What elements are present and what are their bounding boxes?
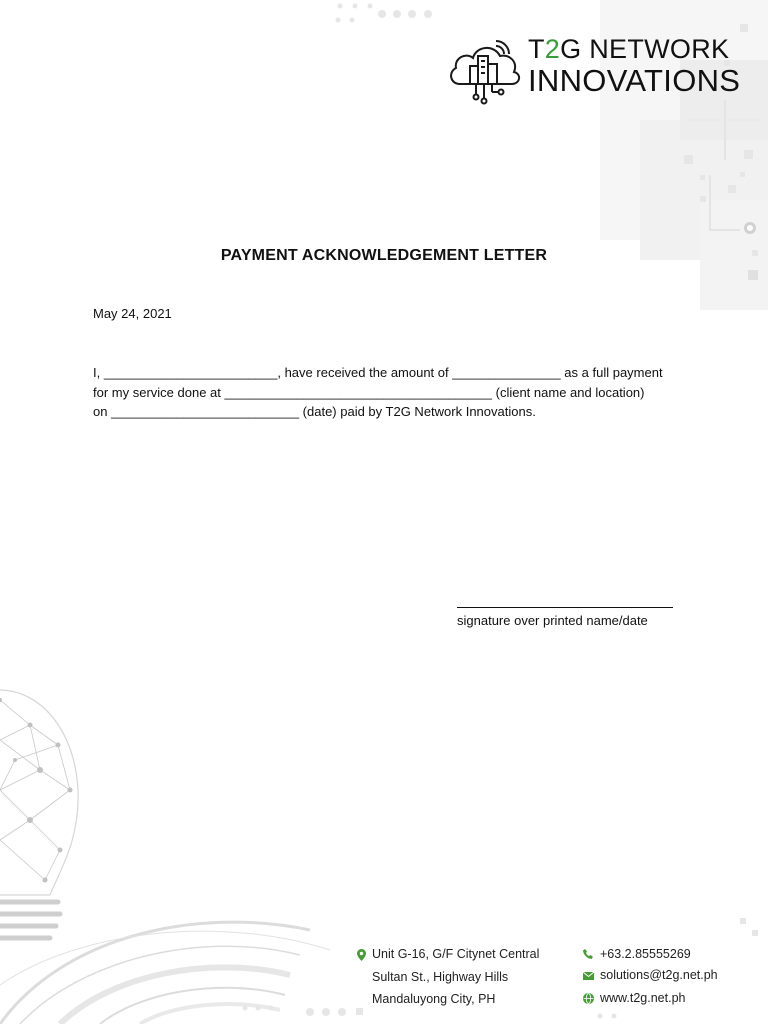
letter-title: PAYMENT ACKNOWLEDGEMENT LETTER [220,247,548,264]
company-name-line2: INNOVATIONS [528,63,741,98]
company-name-line1: T2G NETWORK [528,34,730,64]
cloud-building-logo-icon [446,36,524,106]
email-link[interactable]: solutions@t2g.net.ph [600,968,718,982]
body-line: I, ________________________, have received the amount of _______________ as a full payment [93,365,663,380]
letter-body [93,363,683,422]
address-line-3: Mandaluyong City, PH [372,992,496,1006]
signature-label: signature over printed name/date [457,613,648,628]
website-link[interactable]: www.t2g.net.ph [600,991,686,1005]
body-line: on __________________________ (date) paid by T2G Network Innovations. [93,404,536,419]
company-logo [446,36,746,106]
globe-icon [583,993,594,1004]
address-line-2: Sultan St., Highway Hills [372,970,509,984]
location-pin-icon [357,949,366,961]
phone-number[interactable]: +63.2.85555269 [600,947,691,961]
letter-date: May 24, 2021 [93,306,172,321]
body-line: for my service done at _____________________________________ (client name and location) [93,384,645,400]
envelope-icon [583,972,594,980]
address-line-1: Unit G-16, G/F Citynet Central [372,947,540,961]
signature-line [457,607,673,608]
phone-icon [583,949,593,959]
lightbulb-graphic [0,690,78,938]
company-name [528,36,740,96]
